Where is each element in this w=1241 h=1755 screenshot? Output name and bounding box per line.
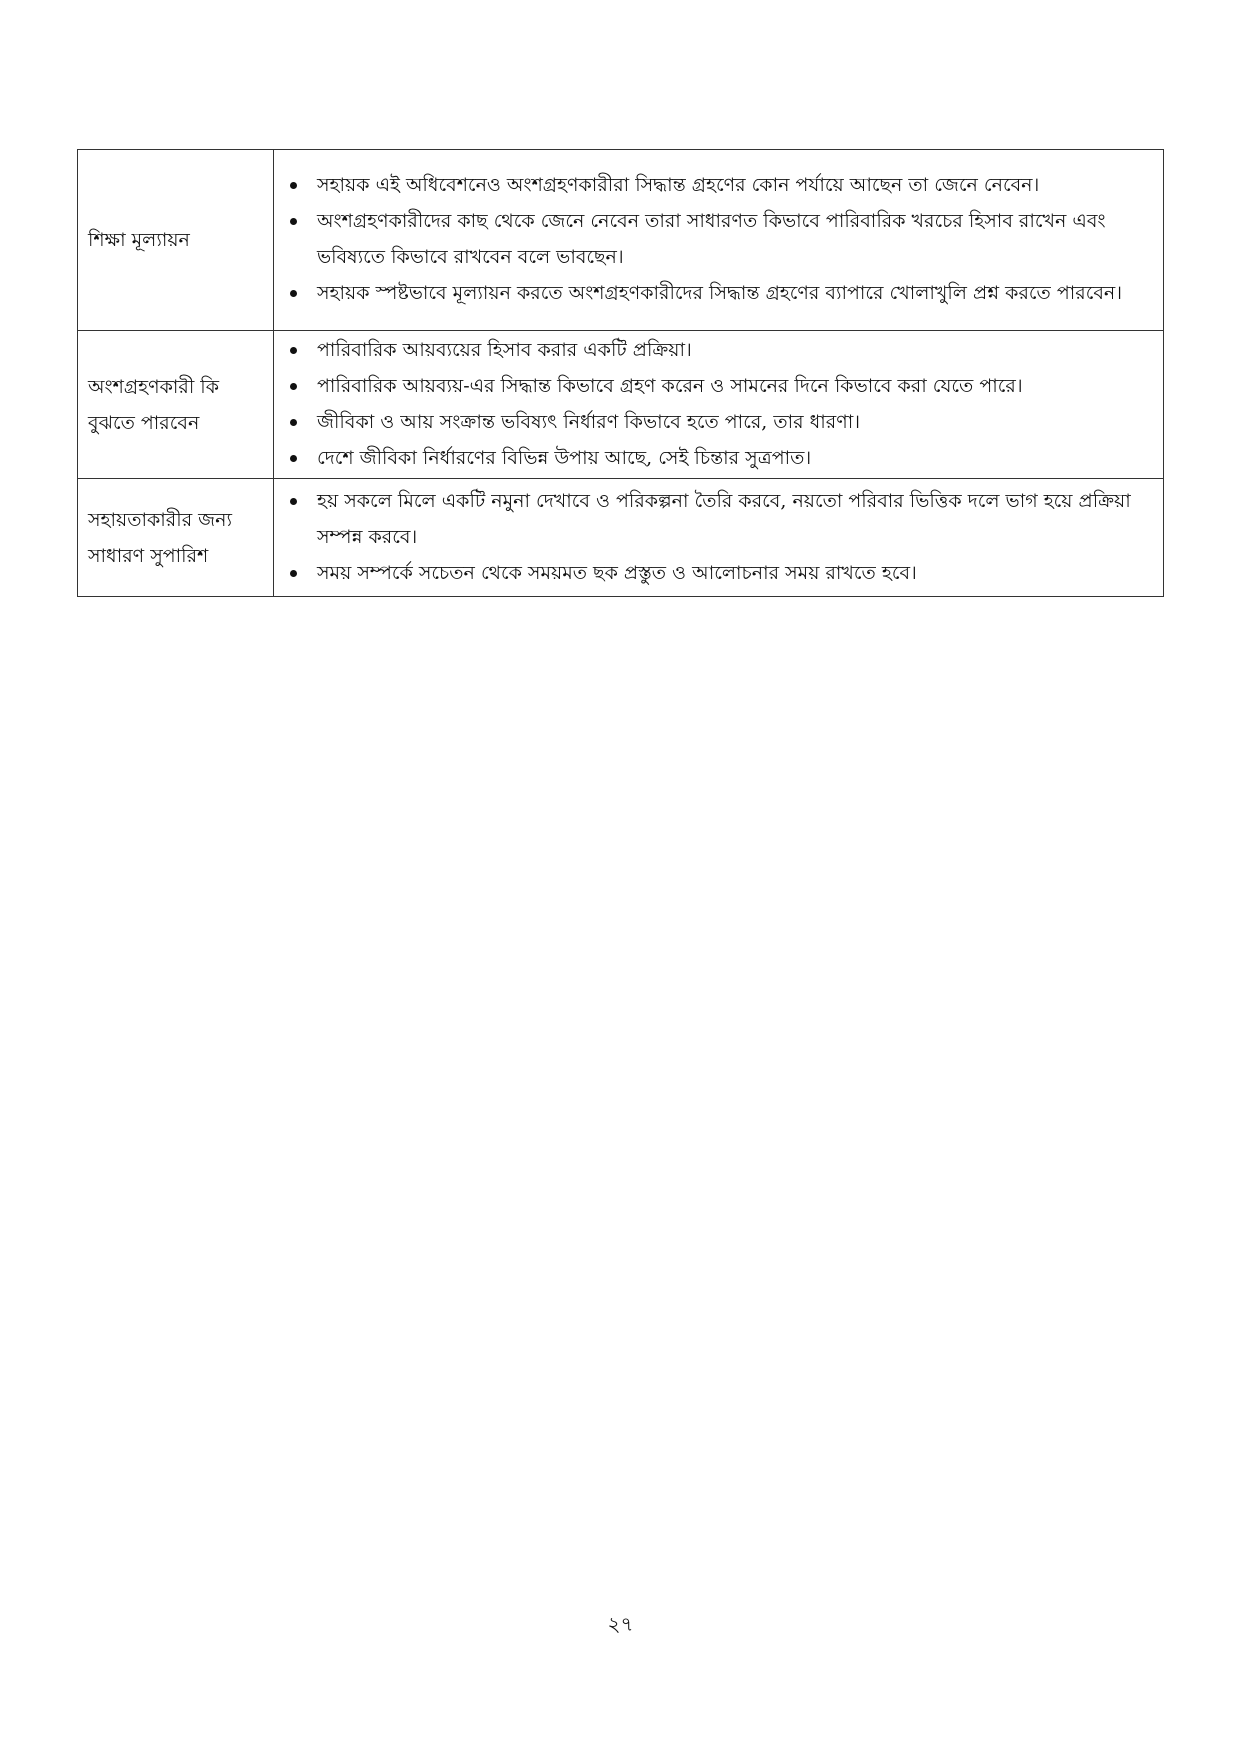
list-item: [286, 404, 1151, 440]
session-info-table: [77, 149, 1164, 597]
bullet-icon: [290, 347, 297, 354]
bullet-icon: [290, 383, 297, 390]
bullet-list: [286, 483, 1151, 591]
list-item-text: জীবিকা ও আয় সংক্রান্ত ভবিষ্যৎ নির্ধারণ কিভাবে হতে পারে, তার ধারণা।: [317, 410, 861, 433]
bullet-icon: [290, 570, 297, 577]
table-row-participant-understanding: [78, 331, 1164, 479]
row-content-cell: [274, 331, 1164, 479]
bullet-icon: [290, 419, 297, 426]
list-item-text: হয় সকলে মিলে একটি নমুনা দেখাবে ও পরিকল্পনা তৈরি করবে, নয়তো পরিবার ভিত্তিক দলে ভাগ হয়ে প্রক্রিয়া সম্পন্ন করবে।: [317, 489, 1131, 548]
list-item: [286, 440, 1151, 476]
list-item: [286, 555, 1151, 591]
list-item: [286, 368, 1151, 404]
bullet-icon: [290, 218, 297, 225]
bullet-list: [286, 167, 1151, 311]
row-label-cell: [78, 150, 274, 331]
list-item: [286, 167, 1151, 203]
row-label: সহায়তাকারীর জন্য সাধারণ সুপারিশ: [88, 508, 233, 567]
bullet-list: [286, 332, 1151, 476]
list-item-text: অংশগ্রহণকারীদের কাছ থেকে জেনে নেবেন তারা সাধারণত কিভাবে পারিবারিক খরচের হিসাব রাখেন এবং ভবিষ্যতে কিভাবে রাখবেন বলে ভাবছেন।: [317, 210, 1106, 268]
row-label-cell: [78, 479, 274, 597]
list-item-text: সহায়ক এই অধিবেশনেও অংশগ্রহণকারীরা সিদ্ধান্ত গ্রহণের কোন পর্যায়ে আছেন তা জেনে নেবেন।: [317, 174, 1040, 196]
row-content-cell: [274, 150, 1164, 331]
list-item-text: দেশে জীবিকা নির্ধারণের বিভিন্ন উপায় আছে, সেই চিন্তার সুত্রপাত।: [317, 446, 812, 469]
list-item: [286, 275, 1151, 311]
table-row-facilitator-recommendation: [78, 479, 1164, 597]
bullet-icon: [290, 498, 297, 505]
list-item: [286, 483, 1151, 555]
list-item-text: পারিবারিক আয়ব্যয়ের হিসাব করার একটি প্রক্রিয়া।: [317, 338, 692, 361]
page-number: ২৭: [607, 1612, 634, 1636]
row-content-cell: [274, 479, 1164, 597]
list-item: [286, 332, 1151, 368]
bullet-icon: [290, 182, 297, 189]
row-label: শিক্ষা মূল্যায়ন: [88, 229, 190, 251]
list-item-text: সহায়ক স্পষ্টভাবে মূল্যায়ন করতে অংশগ্রহণকারীদের সিদ্ধান্ত গ্রহণের ব্যাপারে খোলাখুলি প্রশ্ন করতে পারবেন।: [317, 282, 1123, 304]
list-item-text: পারিবারিক আয়ব্যয়-এর সিদ্ধান্ত কিভাবে গ্রহণ করেন ও সামনের দিনে কিভাবে করা যেতে পারে।: [317, 374, 1023, 397]
table-row-learning-evaluation: [78, 150, 1164, 331]
bullet-icon: [290, 455, 297, 462]
list-item-text: সময় সম্পর্কে সচেতন থেকে সময়মত ছক প্রস্তুত ও আলোচনার সময় রাখতে হবে।: [317, 561, 917, 584]
row-label: অংশগ্রহণকারী কি বুঝতে পারবেন: [88, 375, 220, 434]
row-label-cell: [78, 331, 274, 479]
list-item: [286, 203, 1151, 275]
bullet-icon: [290, 290, 297, 297]
